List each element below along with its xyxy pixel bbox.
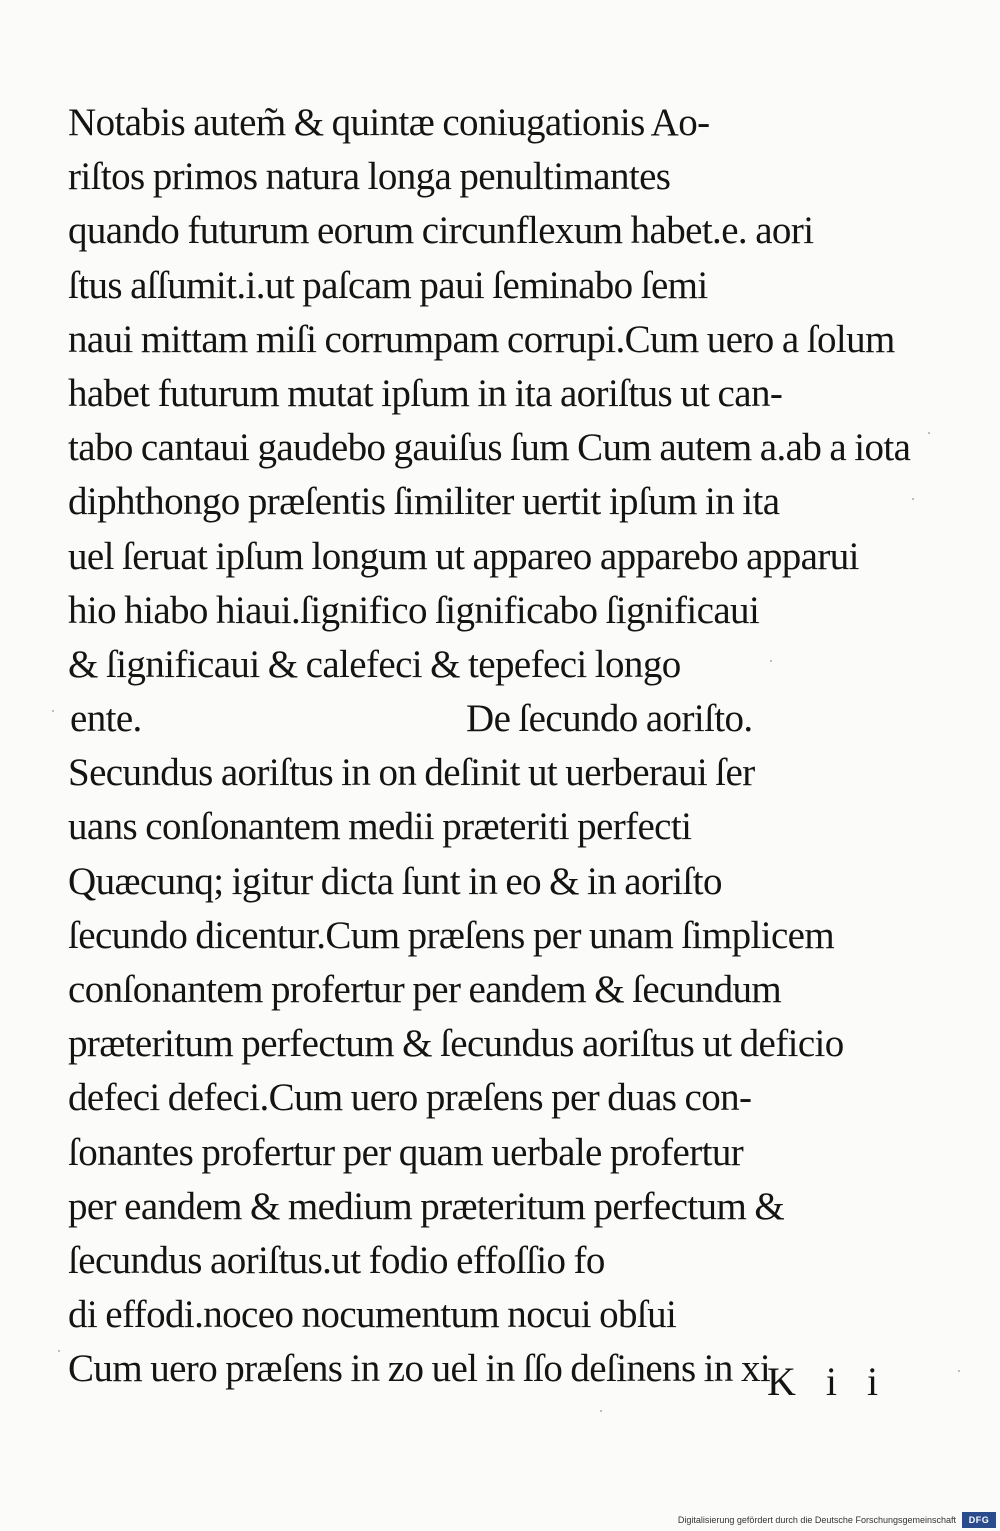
scan-speck: [912, 498, 914, 500]
text-line: diphthongo præſentis ſimiliter uertit ipſum in ita: [68, 480, 780, 524]
text-line: defeci defeci.Cum uero præſens per duas con-: [68, 1076, 752, 1120]
text-line: Secundus aoriſtus in on deſinit ut uerberaui ſer: [68, 751, 755, 795]
text-line: Quæcunq; igitur dicta ſunt in eo & in aoriſto: [68, 859, 722, 903]
text-block: [68, 96, 938, 1397]
text-line: Cum uero præſens in zo uel in ſſo deſinens in xi: [68, 1347, 771, 1391]
scan-speck: [52, 710, 54, 712]
text-line: conſonantem profertur per eandem & ſecundum: [68, 968, 782, 1011]
scan-speck: [58, 1350, 60, 1352]
scan-speck: [958, 1370, 960, 1372]
dfg-logo: [962, 1512, 996, 1528]
text-line: riſtos primos natura longa penultimantes: [68, 155, 671, 199]
text-line: tabo cantaui gaudebo gauiſus ſum Cum autem a.ab a iota: [68, 426, 911, 470]
text-line: habet futurum mutat ipſum in ita aoriſtus ut can-: [68, 371, 783, 415]
text-line: Notabis autem̃ & quintæ coniugationis Ao-: [68, 101, 710, 144]
text-line: per eandem & medium præteritum perfectum &: [68, 1184, 785, 1228]
text-line: & ſignificaui & calefeci & tepefeci longo: [68, 642, 681, 686]
text-line: di effodi.noceo nocumentum nocui obſui: [68, 1293, 677, 1337]
text-line: ſonantes profertur per quam uerbale profertur: [68, 1130, 744, 1174]
dfg-logo-text: DFG: [968, 1515, 990, 1525]
text-line: hio hiabo hiaui.ſignifico ſignificabo ſignificaui: [68, 588, 760, 632]
credit-text: Digitalisierung gefördert durch die Deutsche Forschungsgemeinschaft: [677, 1515, 956, 1525]
text-line-end: ente.: [70, 697, 142, 741]
text-line: ſtus aſſumit.i.ut paſcam paui ſeminabo ſemi: [68, 263, 708, 307]
text-line: uel ſeruat ipſum longum ut appareo apparebo apparui: [68, 534, 859, 578]
text-line: quando futurum eorum circunflexum habet.e. aori: [68, 209, 814, 253]
text-line: naui mittam miſi corrumpam corrupi.Cum uero a ſolum: [68, 317, 895, 361]
text-line: ſecundo dicentur.Cum præſens per unam ſimplicem: [68, 913, 835, 957]
section-heading: De ſecundo aoriſto.: [466, 697, 753, 741]
text-line: ſecundus aoriſtus.ut fodio effoſſio fo: [68, 1238, 605, 1282]
scan-speck: [928, 432, 930, 434]
scan-speck: [770, 660, 772, 662]
text-line-with-heading: [68, 692, 938, 746]
text-line: uans conſonantem medii præteriti perfecti: [68, 805, 692, 849]
digitization-credit: [678, 1515, 956, 1525]
scan-speck: [600, 1410, 602, 1412]
signature-mark: K i i: [767, 1359, 889, 1404]
text-line: præteritum perfectum & ſecundus aoriſtus ut deficio: [68, 1022, 844, 1066]
